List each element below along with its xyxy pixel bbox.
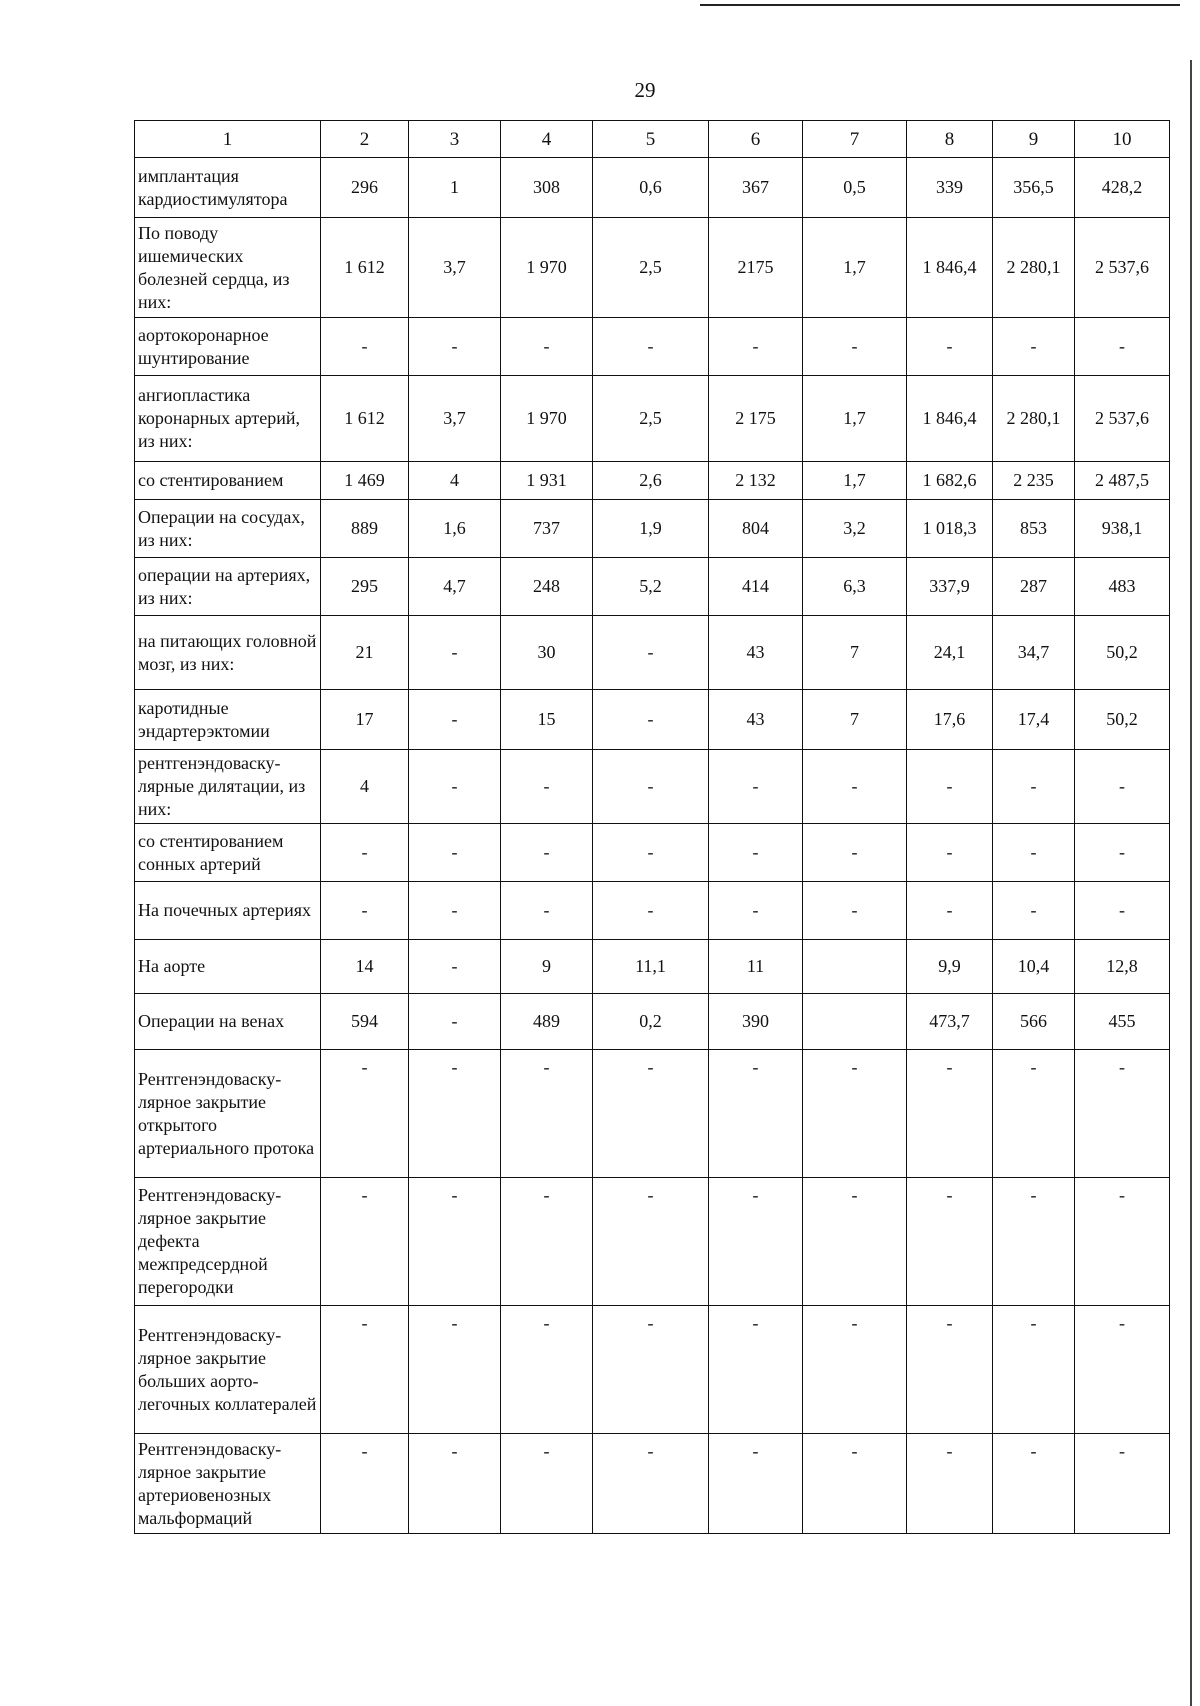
table-row (135, 824, 1170, 882)
column-header: 10 (1075, 121, 1170, 158)
row-label: На аорте (135, 940, 321, 994)
table-cell: - (321, 1178, 409, 1306)
table-cell: - (803, 1050, 907, 1178)
table-cell: 337,9 (907, 558, 993, 616)
column-header: 4 (501, 121, 593, 158)
table-cell: 428,2 (1075, 158, 1170, 218)
table-cell: 1 846,4 (907, 218, 993, 318)
table-cell: - (1075, 1050, 1170, 1178)
table-cell: - (593, 1050, 709, 1178)
table-row (135, 318, 1170, 376)
table-cell: - (993, 1434, 1075, 1534)
table-cell: - (593, 318, 709, 376)
table-cell: - (1075, 750, 1170, 824)
table-cell: - (709, 882, 803, 940)
table-cell: 9 (501, 940, 593, 994)
table-row (135, 1434, 1170, 1534)
table-cell: - (907, 750, 993, 824)
column-header: 1 (135, 121, 321, 158)
table-cell: - (803, 750, 907, 824)
table-cell: 17,4 (993, 690, 1075, 750)
table-cell: 1 846,4 (907, 376, 993, 462)
table-row (135, 1050, 1170, 1178)
table-row (135, 1306, 1170, 1434)
table-cell: 308 (501, 158, 593, 218)
table-cell: - (321, 1306, 409, 1434)
table-cell: - (907, 318, 993, 376)
table-cell: 21 (321, 616, 409, 690)
table-cell: 1 612 (321, 218, 409, 318)
table-cell: - (501, 882, 593, 940)
table-cell: - (593, 1178, 709, 1306)
table-cell: 17 (321, 690, 409, 750)
row-label: ангиопластика коронарных артерий, из них: (135, 376, 321, 462)
table-cell: - (409, 1050, 501, 1178)
table-header-row (135, 121, 1170, 158)
table-cell: - (409, 616, 501, 690)
row-label: По поводу ишемических болезней сердца, из них: (135, 218, 321, 318)
table-cell: 7 (803, 616, 907, 690)
table-row (135, 462, 1170, 500)
table-cell: - (993, 750, 1075, 824)
table-cell: 1 970 (501, 218, 593, 318)
table-cell (803, 940, 907, 994)
table-cell: - (501, 750, 593, 824)
table-cell: - (1075, 318, 1170, 376)
row-label: аортокоронарное шунтирование (135, 318, 321, 376)
table-cell: - (409, 994, 501, 1050)
column-header: 3 (409, 121, 501, 158)
table-cell: 1 970 (501, 376, 593, 462)
table-cell: 17,6 (907, 690, 993, 750)
table-cell: - (409, 1178, 501, 1306)
table-cell: 804 (709, 500, 803, 558)
table-cell: 50,2 (1075, 616, 1170, 690)
table-cell: - (593, 616, 709, 690)
table-cell: - (803, 318, 907, 376)
table-cell: - (993, 1306, 1075, 1434)
row-label: рентгенэндоваску-лярные дилятации, из них: (135, 750, 321, 824)
table-cell: 11,1 (593, 940, 709, 994)
table-cell: 1 (409, 158, 501, 218)
table-cell: - (709, 1306, 803, 1434)
table-cell: 1,7 (803, 218, 907, 318)
table-cell: - (907, 1434, 993, 1534)
row-label: На почечных артериях (135, 882, 321, 940)
table-cell: - (709, 1434, 803, 1534)
table-cell: 2 280,1 (993, 376, 1075, 462)
row-label: Рентгенэндоваску-лярное закрытие больших аорто-легочных коллатералей (135, 1306, 321, 1434)
table-cell: 390 (709, 994, 803, 1050)
table-cell: - (709, 750, 803, 824)
row-label: Операции на венах (135, 994, 321, 1050)
table-cell: - (907, 824, 993, 882)
table-cell: 853 (993, 500, 1075, 558)
table-cell: - (593, 1434, 709, 1534)
table-cell: 489 (501, 994, 593, 1050)
row-label: Рентгенэндоваску-лярное закрытие дефекта межпредсердной перегородки (135, 1178, 321, 1306)
table-cell: 43 (709, 690, 803, 750)
table-cell: 6,3 (803, 558, 907, 616)
table-cell: - (321, 1050, 409, 1178)
table-cell: - (709, 1050, 803, 1178)
table-cell: - (1075, 1306, 1170, 1434)
table-cell: - (409, 750, 501, 824)
table-cell: - (1075, 1434, 1170, 1534)
table-cell: - (501, 1178, 593, 1306)
table-cell: - (321, 882, 409, 940)
table-cell: - (593, 882, 709, 940)
table-cell: - (501, 824, 593, 882)
table-cell: 43 (709, 616, 803, 690)
column-header: 9 (993, 121, 1075, 158)
table-cell: 2,5 (593, 376, 709, 462)
table-cell: 0,2 (593, 994, 709, 1050)
table-cell: 50,2 (1075, 690, 1170, 750)
table-cell: - (409, 940, 501, 994)
table-cell: 356,5 (993, 158, 1075, 218)
row-label: Операции на сосудах, из них: (135, 500, 321, 558)
table-cell: - (409, 1306, 501, 1434)
table-cell: - (593, 690, 709, 750)
table-cell: 295 (321, 558, 409, 616)
table-cell: - (501, 1434, 593, 1534)
table-row (135, 1178, 1170, 1306)
table-cell: - (409, 690, 501, 750)
table-cell: 889 (321, 500, 409, 558)
table-cell: - (409, 824, 501, 882)
table-cell: - (593, 1306, 709, 1434)
table-cell: - (409, 318, 501, 376)
table-cell: 1,7 (803, 462, 907, 500)
table-cell: - (993, 824, 1075, 882)
table-cell: 12,8 (1075, 940, 1170, 994)
table-cell: - (1075, 824, 1170, 882)
table-row (135, 218, 1170, 318)
table-cell: 248 (501, 558, 593, 616)
table-cell: - (593, 750, 709, 824)
table-cell: - (907, 1306, 993, 1434)
table-cell: 2 537,6 (1075, 218, 1170, 318)
table-cell: - (593, 824, 709, 882)
table-cell: 339 (907, 158, 993, 218)
top-rule (700, 4, 1180, 6)
table-cell: 2,5 (593, 218, 709, 318)
data-table (134, 120, 1170, 1534)
table-cell: 1,7 (803, 376, 907, 462)
table-cell: - (501, 318, 593, 376)
table-row (135, 690, 1170, 750)
table-cell: 1 682,6 (907, 462, 993, 500)
table-cell: 737 (501, 500, 593, 558)
table-cell: - (709, 318, 803, 376)
table-cell: 2 487,5 (1075, 462, 1170, 500)
table-cell: - (321, 318, 409, 376)
table-cell: - (803, 1178, 907, 1306)
table-cell: 24,1 (907, 616, 993, 690)
table-cell: 5,2 (593, 558, 709, 616)
table-cell: - (321, 824, 409, 882)
table-cell: 34,7 (993, 616, 1075, 690)
table-cell: 938,1 (1075, 500, 1170, 558)
row-label: Рентгенэндоваску-лярное закрытие артериовенозных мальформаций (135, 1434, 321, 1534)
table-cell (803, 994, 907, 1050)
table-row (135, 750, 1170, 824)
table-cell: 9,9 (907, 940, 993, 994)
column-header: 5 (593, 121, 709, 158)
column-header: 7 (803, 121, 907, 158)
table-cell: - (993, 882, 1075, 940)
table-cell: 367 (709, 158, 803, 218)
row-label: со стентированием (135, 462, 321, 500)
table-cell: 473,7 (907, 994, 993, 1050)
table-cell: - (907, 1178, 993, 1306)
table-cell: 414 (709, 558, 803, 616)
table-cell: - (321, 1434, 409, 1534)
table-cell: - (907, 882, 993, 940)
table-cell: 1 469 (321, 462, 409, 500)
table-cell: 7 (803, 690, 907, 750)
table-cell: - (993, 1050, 1075, 1178)
table-cell: 1 612 (321, 376, 409, 462)
table-cell: 2175 (709, 218, 803, 318)
table-cell: 1 018,3 (907, 500, 993, 558)
table-cell: 2 132 (709, 462, 803, 500)
table-cell: - (803, 1434, 907, 1534)
table-row (135, 616, 1170, 690)
row-label: Рентгенэндоваску-лярное закрытие открытого артериального протока (135, 1050, 321, 1178)
table-cell: - (1075, 1178, 1170, 1306)
table-cell: - (993, 318, 1075, 376)
column-header: 2 (321, 121, 409, 158)
table-cell: - (907, 1050, 993, 1178)
table-cell: - (409, 882, 501, 940)
table-cell: 2 175 (709, 376, 803, 462)
table-cell: 296 (321, 158, 409, 218)
column-header: 8 (907, 121, 993, 158)
table-cell: 1 931 (501, 462, 593, 500)
row-label: операции на артериях, из них: (135, 558, 321, 616)
table-row (135, 500, 1170, 558)
table-cell: 3,2 (803, 500, 907, 558)
table-cell: 4 (321, 750, 409, 824)
table-cell: 4 (409, 462, 501, 500)
table-cell: - (803, 882, 907, 940)
table-row (135, 940, 1170, 994)
row-label: на питающих головной мозг, из них: (135, 616, 321, 690)
page-edge-line (1190, 60, 1192, 1706)
row-label: со стентированием сонных артерий (135, 824, 321, 882)
table-cell: 0,5 (803, 158, 907, 218)
table-row (135, 558, 1170, 616)
table-cell: 4,7 (409, 558, 501, 616)
table-cell: 3,7 (409, 376, 501, 462)
table-cell: 30 (501, 616, 593, 690)
table-row (135, 376, 1170, 462)
table-cell: 3,7 (409, 218, 501, 318)
table-cell: 11 (709, 940, 803, 994)
table-row (135, 994, 1170, 1050)
table-row (135, 158, 1170, 218)
table-cell: 566 (993, 994, 1075, 1050)
table-cell: 0,6 (593, 158, 709, 218)
table-cell: 287 (993, 558, 1075, 616)
table-cell: 483 (1075, 558, 1170, 616)
column-header: 6 (709, 121, 803, 158)
table-cell: - (709, 1178, 803, 1306)
row-label: имплантация кардиостимулятора (135, 158, 321, 218)
table-cell: - (709, 824, 803, 882)
table-row (135, 882, 1170, 940)
table-cell: - (1075, 882, 1170, 940)
table-cell: 10,4 (993, 940, 1075, 994)
table-cell: - (993, 1178, 1075, 1306)
table-cell: - (803, 1306, 907, 1434)
table-cell: - (409, 1434, 501, 1534)
table-cell: - (501, 1050, 593, 1178)
table-cell: 594 (321, 994, 409, 1050)
table-cell: - (501, 1306, 593, 1434)
row-label: каротидные эндартерэктомии (135, 690, 321, 750)
table-cell: 2 280,1 (993, 218, 1075, 318)
page-number: 29 (634, 78, 656, 102)
table-cell: 2,6 (593, 462, 709, 500)
table-cell: 455 (1075, 994, 1170, 1050)
table-cell: - (803, 824, 907, 882)
table-cell: 15 (501, 690, 593, 750)
table-cell: 1,6 (409, 500, 501, 558)
table-cell: 1,9 (593, 500, 709, 558)
table-cell: 14 (321, 940, 409, 994)
table-cell: 2 235 (993, 462, 1075, 500)
table-cell: 2 537,6 (1075, 376, 1170, 462)
